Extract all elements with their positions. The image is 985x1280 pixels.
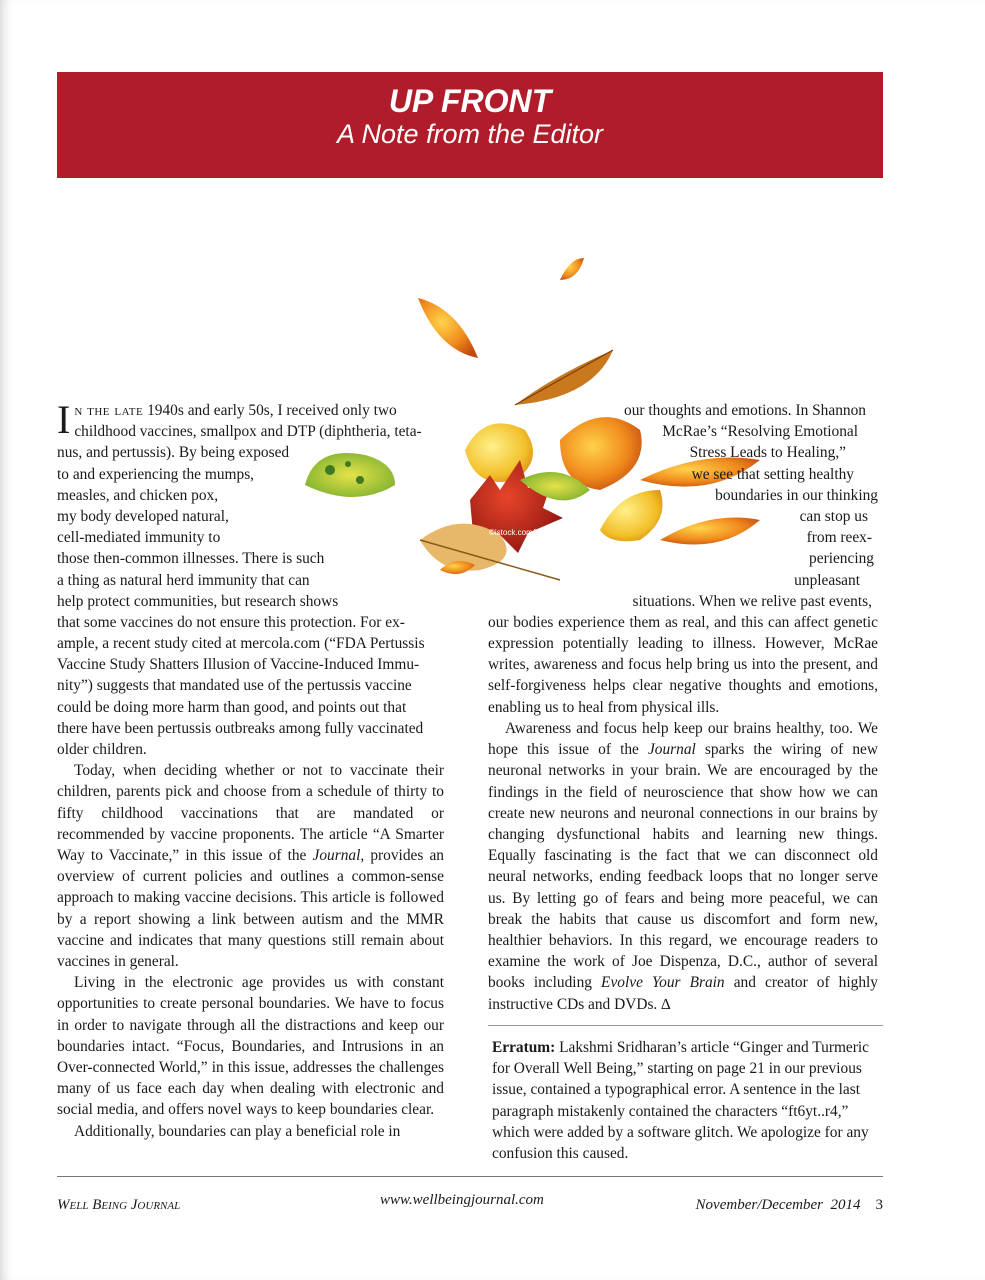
intro-line: cell-mediated immunity to — [57, 529, 221, 547]
wrap-line: unpleasant — [794, 571, 860, 589]
book-title: Evolve Your Brain — [601, 974, 725, 992]
body-paragraph: Awareness and focus help keep our brains healthy, too. We hope this issue of the Journal sparks the wiring of new neuronal networks in your brain. We are encouraged by the findings in the field of neuroscience that show how we can create new neurons and neuronal connections in our brains by changing dysfunctional habits and learning new things. Equally fascinating is the fact that we can disconnect old neural networks, ending feedback loops that no longer serve us. By letting go of fears and being more peaceful, we can break the habits that cause us discomfort and form new, healthier behaviors. In this regard, we encourage readers to examine the work of Joe Dispenza, D.C., author of several books including Evolve Your Brain and creator of highly instructive CDs and DVDs. ∆ — [488, 719, 879, 1013]
intro-line: Vaccine Study Shatters Illusion of Vaccine-Induced Immu- — [57, 656, 420, 674]
wrap-line: we see that setting healthy — [691, 465, 854, 483]
image-credit: ©istock.com/borchee — [489, 528, 564, 537]
intro-line: a thing as natural herd immunity that can — [57, 571, 310, 589]
intro-line: could be doing more harm than good, and points out that — [57, 698, 407, 716]
body-paragraph: Living in the electronic age provides us with constant opportunities to create personal boundaries. We have to focus in order to navigate through all the distractions and keep our boundaries intact. “Focus, Boundaries, and Intrusions in an Over-connected World,” in this issue, addresses the challenges many of us face each day when dealing with electronic and social media, and offers novel ways to keep boundaries clear. — [57, 974, 444, 1119]
body-paragraph: Today, when deciding whether or not to vaccinate their children, parents pick and choose from a schedule of thirty to fifty childhood vaccinations that are mandated or recommended by vaccine proponents. The article “A Smarter Way to Vaccinate,” in this issue of the Journal, provides an overview of current policies and outlines a common-sense approach to making vaccine decisions. This article is followed by a report showing a link between autism and the MMR vaccine and indicates that many questions still remain about vaccines in general. — [57, 762, 444, 971]
intro-line: measles, and chicken pox, — [57, 486, 219, 504]
erratum-text: Lakshmi Sridharan’s article “Ginger and Turmeric for Overall Well Being,” starting on page 21 in our previous issue, contained a typographical error. A sentence in the last paragraph mistakenly contained the characters “ft6yt..r4,” which were added by a software glitch. We apologize for any confusion this caused. — [492, 1039, 869, 1163]
wrap-line: our thoughts and emotions. In Shannon — [624, 402, 866, 419]
drop-cap: I — [57, 397, 71, 442]
intro-paragraph — [57, 397, 444, 760]
wrap-line: can stop us — [799, 507, 868, 525]
erratum-label: Erratum: — [492, 1039, 556, 1056]
right-column — [488, 400, 878, 1015]
intro-line: 1940s and early 50s, I received only two — [147, 402, 397, 419]
body-paragraph: Additionally, boundaries can play a beneficial role in — [74, 1122, 401, 1140]
footer-issue-date: November/December 2014 — [695, 1197, 861, 1213]
erratum-note — [492, 1037, 872, 1164]
page-title: UP FRONT — [388, 83, 552, 119]
intro-line: childhood vaccines, smallpox and DTP (diphtheria, teta- — [74, 423, 422, 441]
intro-line: those then-common illnesses. There is such — [57, 550, 325, 568]
intro-line: ample, a recent study cited at mercola.com (“FDA Pertussis — [57, 635, 425, 653]
intro-line: my body developed natural, — [57, 507, 229, 525]
journal-title: Journal, — [312, 847, 365, 864]
intro-smallcaps: n the late — [74, 402, 144, 419]
wrap-line: boundaries in our thinking — [715, 486, 878, 504]
wrap-line: McRae’s “Resolving Emotional — [662, 423, 858, 441]
intro-line: older children. — [57, 741, 147, 758]
wrap-line: periencing — [809, 550, 874, 568]
body-paragraph: our bodies experience them as real, and this can affect genetic expression potentially leading to illness. However, McRae writes, awareness and focus help bring us into the present, and self-forgiveness helps clear negative thoughts and emotions, enabling us to heal from physical ills. — [488, 613, 878, 716]
intro-line: there have been pertussis outbreaks among fully vaccinated — [57, 719, 424, 737]
erratum-divider — [488, 1025, 883, 1026]
intro-line: help protect communities, but research shows — [57, 592, 339, 610]
intro-line: nus, and pertussis). By being exposed — [57, 444, 290, 462]
wrap-line: Stress Leads to Healing,” — [689, 444, 846, 462]
journal-title: Journal — [647, 741, 696, 759]
footer-divider — [57, 1176, 883, 1177]
footer-url[interactable]: www.wellbeingjournal.com — [380, 1192, 544, 1208]
wrap-line: from reex- — [806, 529, 872, 547]
footer-journal-name: Well Being Journal — [57, 1197, 181, 1213]
intro-line: nity”) suggests that mandated use of the pertussis vaccine — [57, 677, 412, 695]
page-subtitle: A Note from the Editor — [336, 119, 604, 149]
footer-issue — [696, 1197, 883, 1214]
intro-line: that some vaccines do not ensure this protection. For ex- — [57, 613, 405, 631]
page-number: 3 — [875, 1197, 883, 1213]
left-column — [57, 397, 444, 1142]
wrap-line: situations. When we relive past events, — [632, 592, 872, 610]
header-banner — [57, 72, 883, 178]
intro-line: to and experiencing the mumps, — [57, 465, 255, 483]
